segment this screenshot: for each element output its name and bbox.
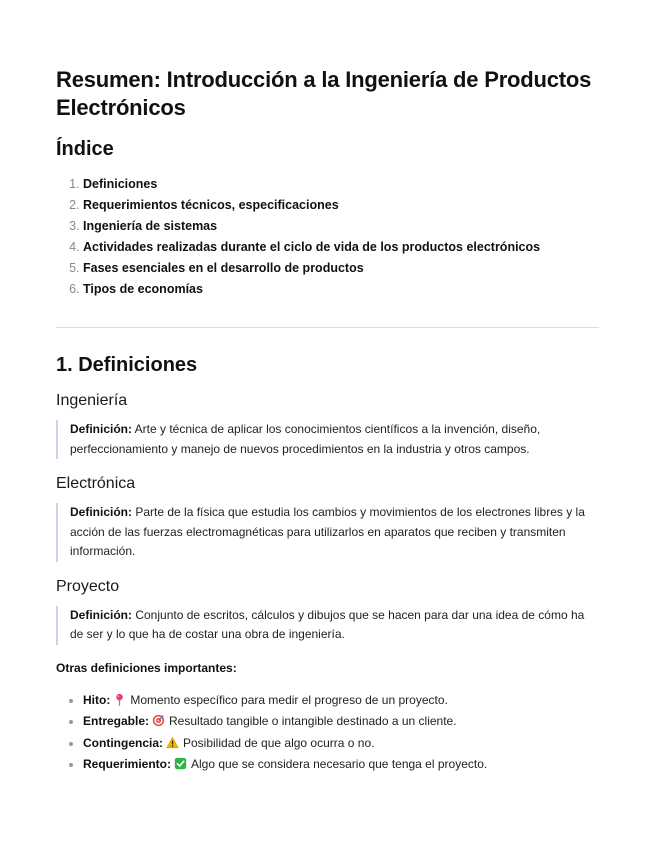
- definition-label: Definición:: [70, 607, 132, 622]
- index-item-label: Actividades realizadas durante el ciclo de vida de los productos electrónicos: [83, 240, 541, 254]
- list-item: [83, 690, 599, 712]
- warning-icon: [166, 736, 179, 749]
- index-item: [83, 279, 599, 300]
- item-text: Posibilidad de que algo ocurra o no.: [183, 735, 375, 750]
- index-item: [83, 258, 599, 279]
- other-definitions-title: Otras definiciones importantes:: [56, 660, 237, 675]
- definition-text: Parte de la física que estudia los cambios y movimientos de los electrones libres y la acción de las fuerzas electromagnéticas para utilizarlos en aparatos que reciben y transmiten información.: [70, 505, 585, 558]
- term-heading-proyecto: Proyecto: [56, 577, 120, 595]
- item-label: Entregable:: [83, 714, 150, 728]
- index-item: [83, 237, 599, 258]
- pushpin-icon: [113, 693, 126, 706]
- item-label: Hito:: [83, 692, 111, 707]
- index-item: [83, 195, 599, 216]
- other-definitions-list: [56, 690, 599, 776]
- index-item-label: Ingeniería de sistemas: [83, 219, 218, 233]
- index-heading: Índice: [56, 138, 114, 160]
- item-text: Resultado tangible o intangible destinado a un cliente.: [169, 714, 457, 728]
- definition-text: Arte y técnica de aplicar los conocimientos científicos a la invención, diseño, perfeccionamiento y manejo de nuevos procedimientos en la industria y otros campos.: [70, 422, 541, 456]
- document-title: Resumen: Introducción a la Ingeniería de Productos Electrónicos: [56, 67, 592, 120]
- definition-quote: [56, 503, 599, 562]
- index-item-label: Tipos de economías: [83, 282, 203, 296]
- target-icon: [152, 714, 165, 727]
- item-label: Requerimiento:: [83, 757, 172, 771]
- term-heading-electronica: Electrónica: [56, 475, 136, 492]
- definition-label: Definición:: [70, 505, 132, 519]
- section-divider: [56, 327, 599, 328]
- index-item: [83, 216, 599, 237]
- index-list: [56, 174, 599, 300]
- item-text: Momento específico para medir el progreso de un proyecto.: [130, 692, 448, 707]
- definition-text: Conjunto de escritos, cálculos y dibujos que se hacen para dar una idea de cómo ha de ser y lo que ha de costar una obra de ingeniería.: [70, 607, 585, 641]
- list-item: [83, 733, 599, 755]
- index-item-label: Requerimientos técnicos, especificaciones: [83, 198, 339, 212]
- term-heading-ingenieria: Ingeniería: [56, 392, 128, 409]
- definition-label: Definición:: [70, 422, 132, 436]
- definition-quote: [56, 420, 599, 459]
- index-item: [83, 174, 599, 195]
- definition-quote: [56, 606, 599, 645]
- section-heading: 1. Definiciones: [56, 354, 198, 376]
- list-item: [83, 754, 599, 776]
- checkmark-icon: [174, 757, 187, 770]
- item-text: Algo que se considera necesario que tenga el proyecto.: [191, 757, 488, 771]
- index-item-label: Definiciones: [83, 177, 158, 191]
- item-label: Contingencia:: [83, 735, 163, 750]
- index-item-label: Fases esenciales en el desarrollo de productos: [83, 261, 364, 275]
- list-item: [83, 711, 599, 733]
